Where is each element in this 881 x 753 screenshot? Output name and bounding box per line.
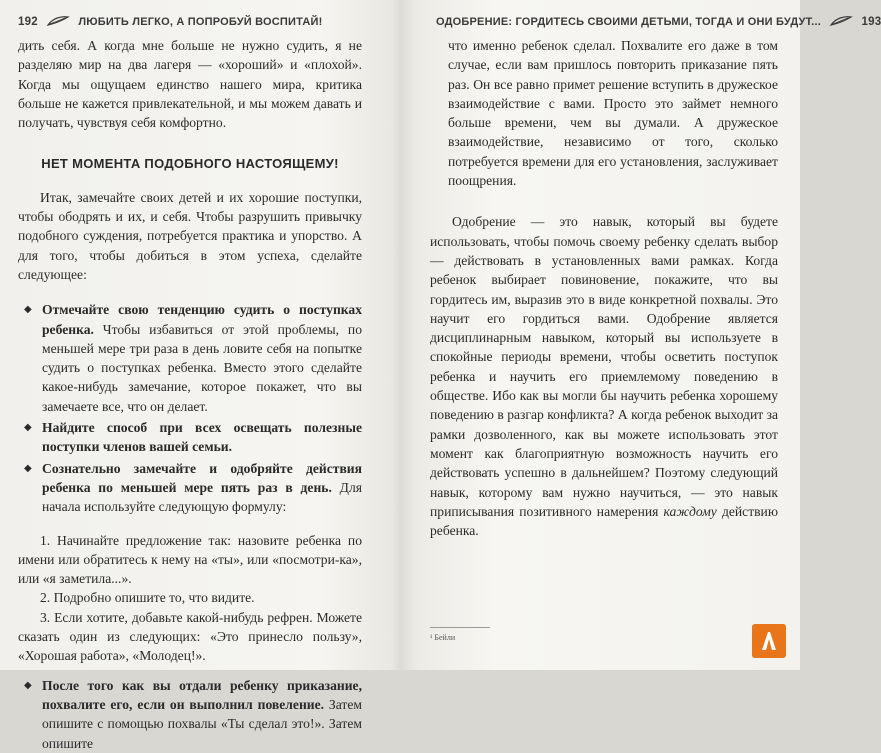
- right-page-body: [430, 36, 778, 540]
- left-page-body: [18, 36, 362, 753]
- paragraph-2: [430, 212, 778, 540]
- bullet-2-bold: Найдите способ при всех освещать полезные поступки членов вашей семьи.: [42, 420, 362, 455]
- bullet-3-text: Для начала используйте следующую формулу:: [42, 479, 362, 515]
- paragraph-1: что именно ребенок сделал. Похвалите его даже в том случае, если вам пришлось повторить приказание пять раз. Он все равно примет решение вступить в дружеское взаимодействие с вами. Просто это займет немного больше времени, чем вы думали. А дружеское взаимодействие, независимо от того, сколько потребуется времени для его установления, заслуживает поощрения.: [448, 38, 778, 189]
- bullet-1-text: Чтобы избавиться от этой проблемы, по меньшей мере три раза в день ловите себя на попытке судить о поступках ребенка. Вместо этого сделайте какое-нибудь замечание, которое покажет, что вы замечаете все, что он делает.: [42, 321, 362, 414]
- running-head-title-right: ОДОБРЕНИЕ: ГОРДИТЕСЬ СВОИМИ ДЕТЬМИ, ТОГДА И ОНИ БУДУТ...: [436, 16, 821, 28]
- section-paragraph: Итак, замечайте своих детей и их хорошие поступки, чтобы ободрять и их, и себя. Чтобы разрушить привычку подобного суждения, потребуется практика и упорство. А для того, чтобы добиться в этом успеха, сделайте следующее:: [18, 189, 362, 282]
- bullet-4-bold: После того как вы отдали ребенку приказание, похвалите его, если он выполнил повеление.: [42, 677, 362, 712]
- bullet-item-4: [18, 676, 362, 753]
- bullet-1-bold: Отмечайте свою тенденцию судить о поступках ребенка.: [42, 302, 362, 337]
- footnote: ¹ Бейли: [430, 633, 456, 642]
- running-head-title-left: ЛЮБИТЬ ЛЕГКО, А ПОПРОБУЙ ВОСПИТАЙ!: [78, 16, 323, 28]
- feather-icon: [47, 16, 69, 26]
- bullet-4-text: Затем опишите с помощью похвалы «Ты сделал это!». Затем опишите: [42, 696, 362, 751]
- step-3: 3. Если хотите, добавьте какой-нибудь рефрен. Можете сказать один из следующих: «Это принесло пользу», «Хорошая работа», «Молодец!».: [18, 609, 362, 664]
- feather-icon: [830, 16, 852, 26]
- publisher-logo-icon: [752, 624, 786, 658]
- running-head-left: [18, 16, 322, 28]
- left-page: [0, 0, 400, 751]
- section-heading: НЕТ МОМЕНТА ПОДОБНОГО НАСТОЯЩЕМУ!: [41, 156, 339, 172]
- running-head-right: [436, 16, 881, 28]
- footnote-divider: [430, 627, 490, 628]
- paragraph-2-end: действию ребенка.: [430, 503, 778, 539]
- step-2: 2. Подробно опишите то, что видите.: [40, 590, 255, 606]
- bullet-3-bold: Сознательно замечайте и одобряйте действия ребенка по меньшей мере пять раз в день.: [42, 460, 362, 495]
- paragraph-2-emphasis: каждому: [663, 503, 717, 519]
- bullet-item-2: [18, 418, 362, 457]
- paragraph-2-start: Одобрение — это навык, который вы будете использовать, чтобы помочь своему ребенку сделать выбор — действовать в установленных вами рамках. Когда ребенок выбирает повиновение, покажите, что вы гордитесь им, выразив это в виде конкретной похвалы. Это научит его гордиться вами. Одобрение является дисциплинарным навыком, который вы используете в спокойные периоды времени, чтобы осветить поступок ребенка и научить его приемлемому поведению в обществе. Ибо как вы могли бы научить ребенка хорошему поведению в разгар конфликта? А когда ребенок выходит за рамки дозволенного, как вы можете использовать этот момент как благоприятную возможность научить его действовать успешно в дальнейшем? Поэтому следующий навык, которому вам нужно научиться, — это навык приписывания позитивного намерения: [430, 214, 778, 519]
- page-number-left: 192: [18, 16, 38, 28]
- bullet-item-1: [18, 300, 362, 416]
- right-page: [400, 0, 881, 670]
- intro-paragraph: дить себя. А когда мне больше не нужно судить, я не разделяю мир на два лагеря — «хороший» и «плохой». Когда мы ощущаем единство нашего мира, критика больше не кажется привлекательной, и мы можем давать и получать, чувствуя себя комфортно.: [18, 38, 362, 131]
- step-1: 1. Начинайте предложение так: назовите ребенка по имени или обратитесь к нему на «ты», или «посмотри-ка», или «я заметила...».: [18, 532, 362, 587]
- bullet-item-3: [18, 459, 362, 517]
- page-number-right: 193: [861, 16, 881, 28]
